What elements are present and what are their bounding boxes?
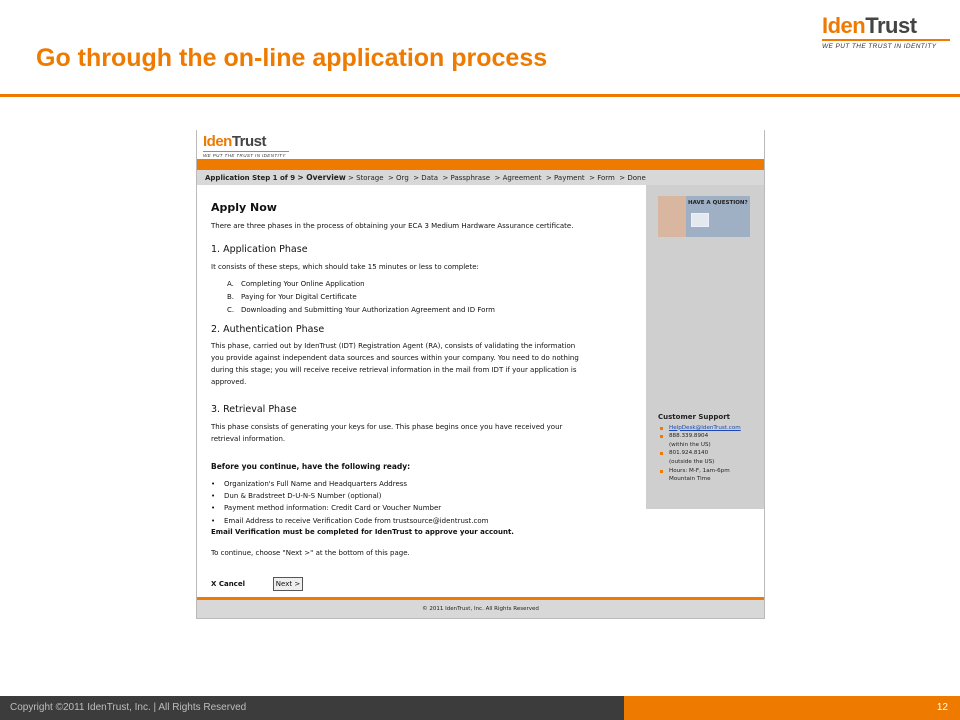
step-counter: Application Step 1 of 9 — [205, 174, 296, 182]
step-navigation — [197, 170, 764, 185]
support-phone1-note: (within the US) — [669, 441, 711, 448]
phase1-step: B. Paying for Your Digital Certificate — [227, 293, 357, 301]
shot-logo-second: Trust — [231, 133, 267, 150]
cancel-button[interactable]: X Cancel — [211, 580, 245, 588]
phase2-line: approved. — [211, 378, 247, 386]
slide-footer — [0, 696, 960, 720]
logo-second: Trust — [865, 13, 917, 38]
footer-copyright: Copyright ©2011 IdenTrust, Inc. | All Rights Reserved — [10, 702, 247, 713]
step-remaining: > Storage > Org > Data > Passphrase > Agreement > Payment > Form > Done — [348, 174, 646, 182]
phase3-title: 3. Retrieval Phase — [211, 404, 297, 415]
phase3-line: This phase consists of generating your keys for use. This phase begins once you have received your — [211, 423, 563, 431]
support-hours-note: Mountain Time — [669, 476, 711, 483]
support-phone2: 801.924.8140 — [669, 450, 709, 457]
chat-icon — [691, 213, 709, 227]
step-current: > Overview — [297, 173, 346, 182]
title-divider — [0, 94, 960, 97]
phase2-title: 2. Authentication Phase — [211, 324, 325, 335]
customer-support — [658, 413, 762, 484]
continue-instructions: To continue, choose "Next >" at the bottom of this page. — [211, 549, 410, 557]
ready-item: • Organization's Full Name and Headquarters Address — [211, 480, 408, 488]
logo-first: Iden — [822, 13, 866, 38]
support-email-link[interactable]: HelpDesk@IdenTrust.com — [669, 424, 741, 431]
support-phone1-item — [658, 432, 762, 441]
support-email-item — [658, 424, 762, 433]
support-phone2-item — [658, 449, 762, 458]
phase2-line: during this stage; you will receive receive retrieval information in the mail from IDT if your application is — [211, 366, 577, 374]
screenshot-footer: © 2011 IdenTrust, Inc. All Rights Reserved — [197, 600, 764, 618]
support-hours-item — [658, 467, 762, 476]
footer-accent — [624, 696, 960, 720]
ready-item: • Dun & Bradstreet D-U-N-S Number (optional) — [211, 492, 382, 501]
logo-tagline: WE PUT THE TRUST IN IDENTITY — [822, 43, 937, 50]
phase3-line: retrieval information. — [211, 435, 286, 443]
phase2-line: This phase, carried out by IdenTrust (IDT) Registration Agent (RA), consists of validating the information — [211, 342, 576, 350]
phase1-text: It consists of these steps, which should take 15 minutes or less to complete: — [211, 263, 479, 271]
support-sidebar — [646, 185, 764, 509]
next-button[interactable]: Next > — [273, 577, 303, 591]
phase1-step: C. Downloading and Submitting Your Authorization Agreement and ID Form — [227, 306, 495, 314]
ready-list — [211, 478, 488, 527]
header-bar — [197, 159, 764, 170]
shot-logo-first: Iden — [203, 133, 232, 150]
phase1-steps — [227, 278, 495, 317]
support-phone2-note: (outside the US) — [669, 458, 715, 465]
support-hours: Hours: M-F, 1am-6pm — [669, 467, 730, 474]
before-title: Before you continue, have the following ready: — [211, 462, 411, 471]
ready-item: • Email Address to receive Verification Code from trustsource@identrust.com — [211, 516, 489, 525]
shot-logo-tagline: WE PUT THE TRUST IN IDENTITY — [203, 153, 286, 158]
shot-logo-underline — [203, 151, 289, 152]
logo-wordmark — [822, 14, 952, 38]
page-heading: Apply Now — [211, 201, 277, 214]
question-banner[interactable] — [658, 196, 750, 237]
phase2-line: you provide against independent data sources and sources within your company. You need to do nothing — [211, 354, 579, 362]
support-title: Customer Support — [658, 413, 731, 421]
logo-underline — [822, 39, 950, 41]
question-text: HAVE A QUESTION? — [688, 200, 748, 206]
phase1-step: A. Completing Your Online Application — [227, 280, 365, 288]
support-phone1: 888.339.8904 — [669, 433, 709, 440]
support-agent-photo — [658, 196, 686, 237]
email-verification-note: Email Verification must be completed for IdenTrust to approve your account. — [211, 528, 514, 536]
ready-item: • Payment method information: Credit Card or Voucher Number — [211, 504, 442, 513]
identrust-logo — [822, 14, 952, 50]
intro-text: There are three phases in the process of obtaining your ECA 3 Medium Hardware Assurance certificate. — [211, 222, 574, 230]
phase1-title: 1. Application Phase — [211, 244, 308, 255]
slide-title: Go through the on-line application process — [36, 44, 548, 72]
application-screenshot — [196, 130, 765, 619]
page-number: 12 — [936, 702, 948, 713]
screenshot-logo — [203, 134, 289, 158]
